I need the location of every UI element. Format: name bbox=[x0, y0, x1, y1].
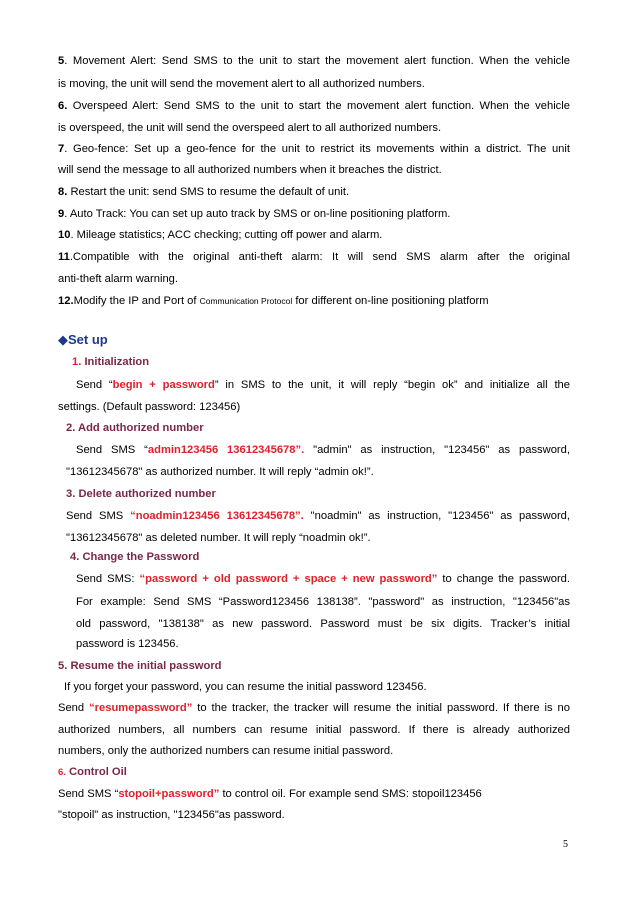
section-5-line2: Send “resumepassword” to the tracker, the tracker will resume the initial password. If there is no bbox=[58, 702, 570, 714]
section-1-line2: settings. (Default password: 123456) bbox=[58, 401, 241, 413]
section-5-line3: authorized numbers, all numbers can resume initial password. If there is already authorized bbox=[58, 724, 570, 736]
feature-11-line1: 11.Compatible with the original anti-theft alarm: It will send SMS alarm after the original bbox=[58, 251, 570, 263]
section-4-line4: password is 123456. bbox=[76, 638, 179, 650]
feature-9: 9. Auto Track: You can set up auto track by SMS or on-line positioning platform. bbox=[58, 208, 451, 220]
section-1-heading: 1. Initialization bbox=[72, 356, 150, 368]
page-number: 5 bbox=[563, 839, 568, 850]
feature-7-line2: will send the message to all authorized numbers when it breaches the district. bbox=[58, 164, 442, 176]
section-4-heading: 4. Change the Password bbox=[70, 551, 200, 563]
feature-12: 12.Modify the IP and Port of Communication Protocol for different on-line positioning platform bbox=[58, 295, 489, 307]
feature-11-line2: anti-theft alarm warning. bbox=[58, 273, 179, 285]
feature-6-line1: 6. Overspeed Alert: Send SMS to the unit to start the movement alert function. When the vehicle bbox=[58, 100, 570, 112]
section-4-line3: old password, "138138" as new password. Password must be six digits. Tracker’s initial bbox=[76, 618, 570, 630]
section-6-line1: Send SMS “stopoil+password” to control oil. For example send SMS: stopoil123456 bbox=[58, 788, 482, 800]
section-2-heading: 2. Add authorized number bbox=[66, 422, 204, 434]
section-3-heading: 3. Delete authorized number bbox=[66, 488, 216, 500]
section-6-heading: 6. Control Oil bbox=[58, 766, 127, 778]
section-2-line1: Send SMS “admin123456 13612345678”. "admin" as instruction, "123456" as password, bbox=[76, 444, 570, 456]
section-3-line1: Send SMS “noadmin123456 13612345678”. "noadmin" as instruction, "123456" as password, bbox=[66, 510, 571, 522]
section-6-line2: "stopoil" as instruction, "123456"as password. bbox=[58, 809, 285, 821]
feature-6-line2: is overspeed, the unit will send the overspeed alert to all authorized numbers. bbox=[58, 122, 442, 134]
section-5-line1: If you forget your password, you can resume the initial password 123456. bbox=[64, 681, 427, 693]
section-4-line2: For example: Send SMS “Password123456 138138”. "password" as instruction, "123456"as bbox=[76, 596, 570, 608]
feature-7-line1: 7. Geo-fence: Set up a geo-fence for the unit to restrict its movements within a district. The unit bbox=[58, 143, 570, 155]
section-5-heading: 5. Resume the initial password bbox=[58, 660, 222, 672]
feature-8: 8. Restart the unit: send SMS to resume the default of unit. bbox=[58, 186, 350, 198]
section-5-line4: numbers, only the authorized numbers can resume initial password. bbox=[58, 745, 394, 757]
section-1-line1: Send “begin + password” in SMS to the unit, it will reply “begin ok” and initialize all the bbox=[76, 379, 570, 391]
feature-5-line1: 5. Movement Alert: Send SMS to the unit to start the movement alert function. When the vehicle bbox=[58, 55, 570, 67]
section-2-line2: "13612345678" as authorized number. It will reply “admin ok!”. bbox=[66, 466, 374, 478]
setup-heading: ◆Set up bbox=[58, 332, 108, 347]
feature-10: 10. Mileage statistics; ACC checking; cutting off power and alarm. bbox=[58, 229, 383, 241]
feature-5-line2: is moving, the unit will send the movement alert to all authorized numbers. bbox=[58, 78, 425, 90]
section-4-line1: Send SMS: “password + old password + space + new password” to change the password. bbox=[76, 573, 570, 585]
section-3-line2: "13612345678" as deleted number. It will reply “noadmin ok!”. bbox=[66, 532, 371, 544]
